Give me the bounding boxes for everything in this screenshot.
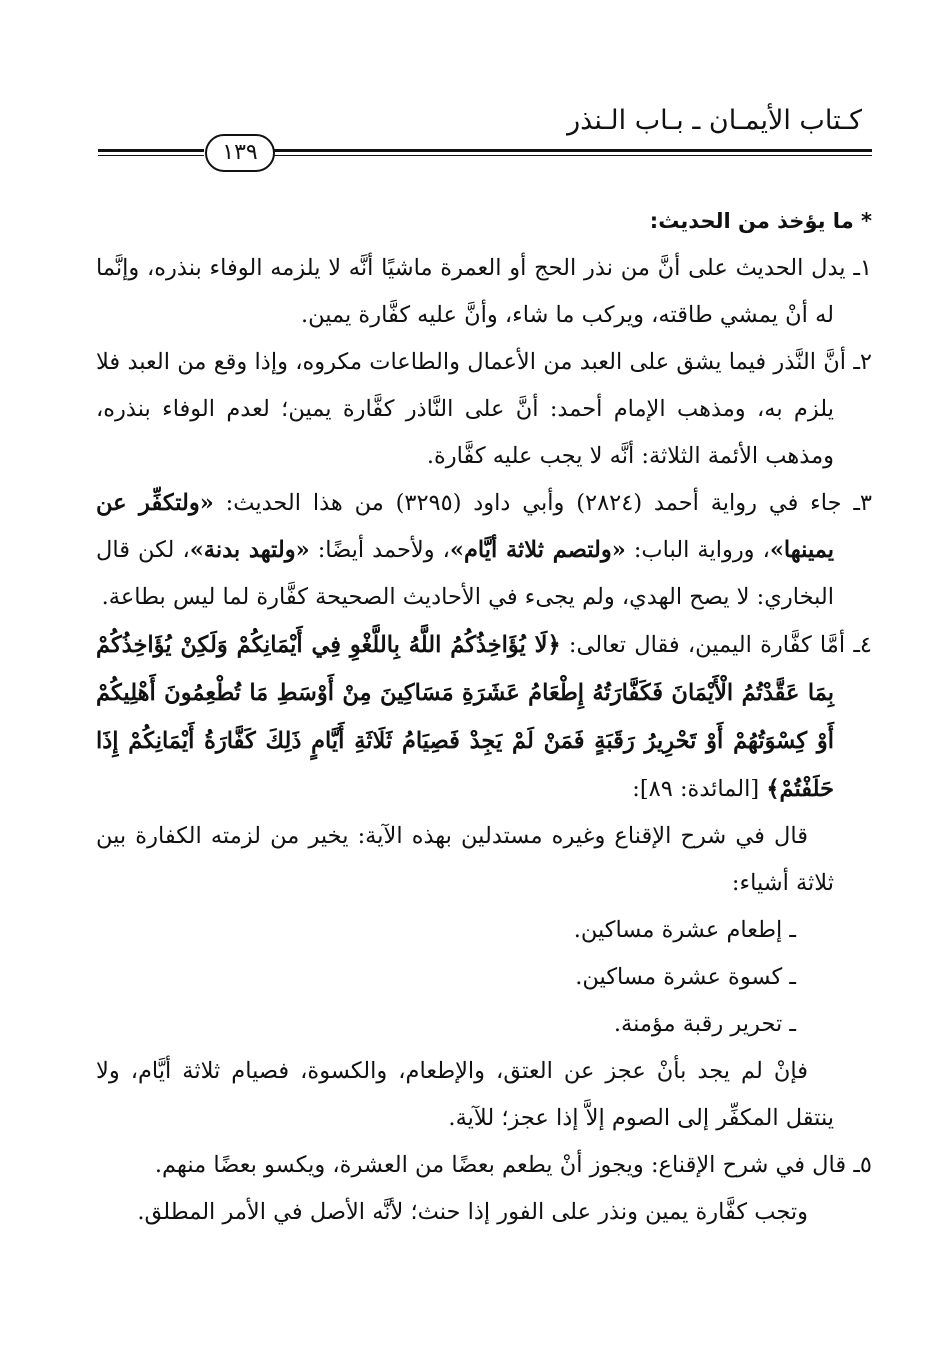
verse-reference: [المائدة: ٨٩]: xyxy=(632,776,760,802)
item-number: ٣ـ xyxy=(853,490,872,516)
header-rule-left xyxy=(98,149,204,152)
item-text: ، ورواية الباب: xyxy=(633,537,770,563)
hadith-quote: «ولتصم ثلاثة أيَّام» xyxy=(449,537,626,563)
item-number: ٤ـ xyxy=(853,632,872,658)
item-text: قال في شرح الإقناع: ويجوز أنْ يطعم بعضًا من العشرة، ويكسو بعضًا منهم. xyxy=(154,1152,847,1178)
list-item-1 xyxy=(96,245,872,339)
section-heading: * ما يؤخذ من الحديث: xyxy=(649,209,872,233)
hadith-quote: «ولتهد بدنة» xyxy=(189,537,310,563)
item-number: ٥ـ xyxy=(853,1152,872,1178)
page-number-badge: ١٣٩ xyxy=(205,134,275,172)
option-item: ـ كسوة عشرة مساكين. xyxy=(575,964,796,990)
page-body xyxy=(96,198,872,1236)
item-text: ، ولأحمد أيضًا: xyxy=(317,537,450,563)
option-item: ـ تحرير رقبة مؤمنة. xyxy=(613,1011,796,1037)
list-item-5 xyxy=(96,1142,872,1189)
explanation-paragraph: قال في شرح الإقناع وغيره مستدلين بهذه الآية: يخير من لزمته الكفارة بين ثلاثة أشياء: xyxy=(96,823,834,896)
quran-verse: ﴿لَا يُؤَاخِذُكُمُ اللَّهُ بِاللَّغْوِ فِي أَيْمَانِكُمْ وَلَكِنْ يُؤَاخِذُكُمْ بِمَا عَقَّدْتُمُ الْأَيْمَانَ فَكَفَّارَتُهُ إِطْعَامُ عَشَرَةِ مَسَاكِينَ مِنْ أَوْسَطِ مَا تُطْعِمُونَ أَهْلِيكُمْ أَوْ كِسْوَتُهُمْ أَوْ تَحْرِيرُ رَقَبَةٍ فَمَنْ لَمْ يَجِدْ فَصِيَامُ ثَلَاثَةِ أَيَّامٍ ذَلِكَ كَفَّارَةُ أَيْمَانِكُمْ إِذَا حَلَفْتُمْ﴾ xyxy=(96,632,834,802)
header-rule-left-thin xyxy=(98,155,204,156)
item-text: أمَّا كفَّارة اليمين، فقال تعالى: xyxy=(568,632,846,658)
item-text: ، لكن قال البخاري: لا يصح الهدي، ولم يجىء في الأحاديث الصحيحة كفَّارة لما ليس بطاعة. xyxy=(96,537,834,610)
conclusion-paragraph: فإنْ لم يجد بأنْ عجز عن العتق، والإطعام، والكسوة، فصيام ثلاثة أيَّام، ولا ينتقل المكفِّر إلى الصوم إلاَّ إذا عجز؛ للآية. xyxy=(96,1058,834,1131)
list-item-3 xyxy=(96,480,872,621)
hadith-quote: «ولتكفِّر عن يمينها» xyxy=(96,490,834,563)
item-number: ١ـ xyxy=(853,255,872,281)
final-paragraph: وتجب كفَّارة يمين ونذر على الفور إذا حنث؛ لأنَّه الأصل في الأمر المطلق. xyxy=(137,1199,808,1225)
header-rule-right xyxy=(274,149,872,152)
header-rule-right-thin xyxy=(274,155,872,156)
item-number: ٢ـ xyxy=(853,349,872,375)
option-item: ـ إطعام عشرة مساكين. xyxy=(573,917,796,943)
item-text: أنَّ النَّذر فيما يشق على العبد من الأعمال والطاعات مكروه، وإذا وقع من العبد فلا يلزم به، ومذهب الإمام أحمد: أنَّ على النَّاذر كفَّارة يمين؛ لعدم الوفاء بنذره، ومذهب الأئمة الثلاثة: أنَّه لا يجب عليه كفَّارة. xyxy=(96,349,847,469)
item-text: يدل الحديث على أنَّ من نذر الحج أو العمرة ماشيًا أنَّه لا يلزمه الوفاء بنذره، وإنَّما له أنْ يمشي طاقته، ويركب ما شاء، وأنَّ عليه كفَّارة يمين. xyxy=(96,255,846,328)
list-item-4 xyxy=(96,621,872,813)
item-text: جاء في رواية أحمد (٢٨٢٤) وأبي داود (٣٢٩٥) من هذا الحديث: xyxy=(225,490,842,516)
running-header-title: كـتاب الأيمـان ـ بـاب الـنذر xyxy=(567,105,862,136)
list-item-2 xyxy=(96,339,872,480)
